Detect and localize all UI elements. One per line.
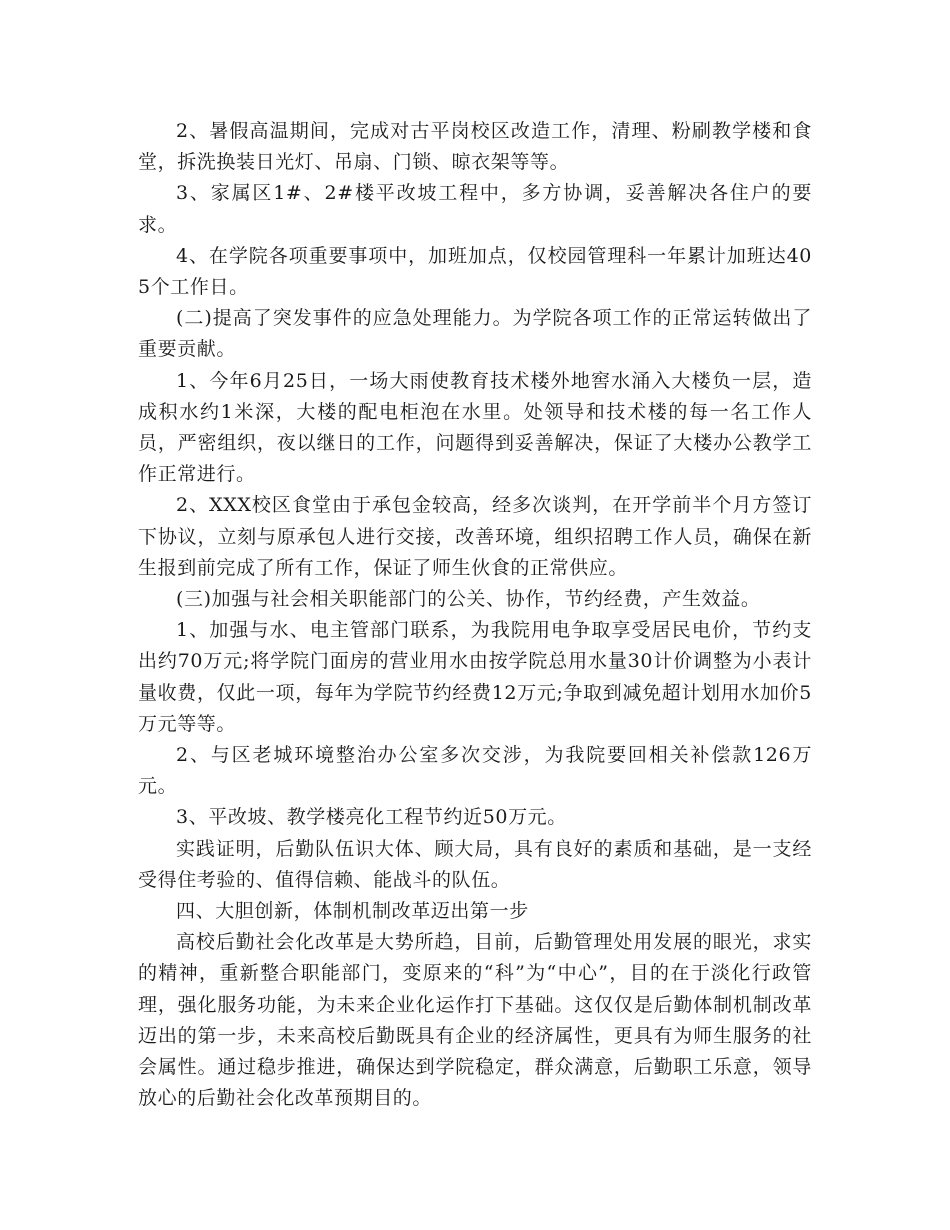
paragraph-flood: 1、今年6月25日，一场大雨使教育技术楼外地窖水涌入大楼负一层，造成积水约1米深，大楼的配电柜泡在水里。处领导和技术楼的每一名工作人员，严密组织，夜以继日的工作，问题得到妥善解决，保证了大楼办公教学工作正常进行。: [138, 369, 812, 486]
paragraph-roof-project: 3、家属区1#、2#楼平改坡工程中，多方协调，妥善解决各住户的要求。: [138, 182, 812, 236]
section-heading-reform: 四、大胆创新，体制机制改革迈出第一步: [176, 900, 529, 923]
paragraph-canteen: 2、XXX校区食堂由于承包金较高，经多次谈判，在开学前半个月方签订下协议，立刻与原承包人进行交接，改善环境，组织招聘工作人员，确保在新生报到前完成了所有工作，保证了师生伙食的正常供应。: [138, 494, 812, 579]
section-heading-public-relations: (三)加强与社会相关职能部门的公关、协作，节约经费，产生效益。: [176, 588, 761, 611]
paragraph-utilities: 1、加强与水、电主管部门联系，为我院用电争取享受居民电价，节约支出约70万元;将学院门面房的营业用水由按学院总用水量30计价调整为小表计量收费，仅此一项，每年为学院节约经费12万元;争取到减免超计划用水加价5万元等等。: [138, 619, 812, 735]
paragraph-reform: 高校后勤社会化改革是大势所趋，目前，后勤管理处用发展的眼光，求实的精神，重新整合职能部门，变原来的“科”为“中心”，目的在于淡化行政管理，强化服务功能，为未来企业化运作打下基础。这仅仅是后勤体制机制改革迈出的第一步，未来高校后勤既具有企业的经济属性，更具有为师生服务的社会属性。通过稳步推进，确保达到学院稳定，群众满意，后勤职工乐意，领导放心的后勤社会化改革预期目的。: [138, 931, 812, 1110]
paragraph-summer-renovation: 2、暑假高温期间，完成对古平岗校区改造工作，清理、粉刷教学楼和食堂，拆洗换装日光灯、吊扇、门锁、晾衣架等等。: [138, 120, 812, 174]
paragraph-compensation: 2、与区老城环境整治办公室多次交涉，为我院要回相关补偿款126万元。: [138, 744, 812, 798]
paragraph-overtime: 4、在学院各项重要事项中，加班加点，仅校园管理科一年累计加班达405个工作日。: [138, 244, 812, 299]
paragraph-conclusion: 实践证明，后勤队伍识大体、顾大局，具有良好的素质和基础，是一支经受得住考验的、值得信赖、能战斗的队伍。: [138, 837, 812, 891]
paragraph-savings: 3、平改坡、教学楼亮化工程节约近50万元。: [176, 806, 567, 829]
section-heading-emergency: (二)提高了突发事件的应急处理能力。为学院各项工作的正常运转做出了重要贡献。: [138, 307, 812, 361]
